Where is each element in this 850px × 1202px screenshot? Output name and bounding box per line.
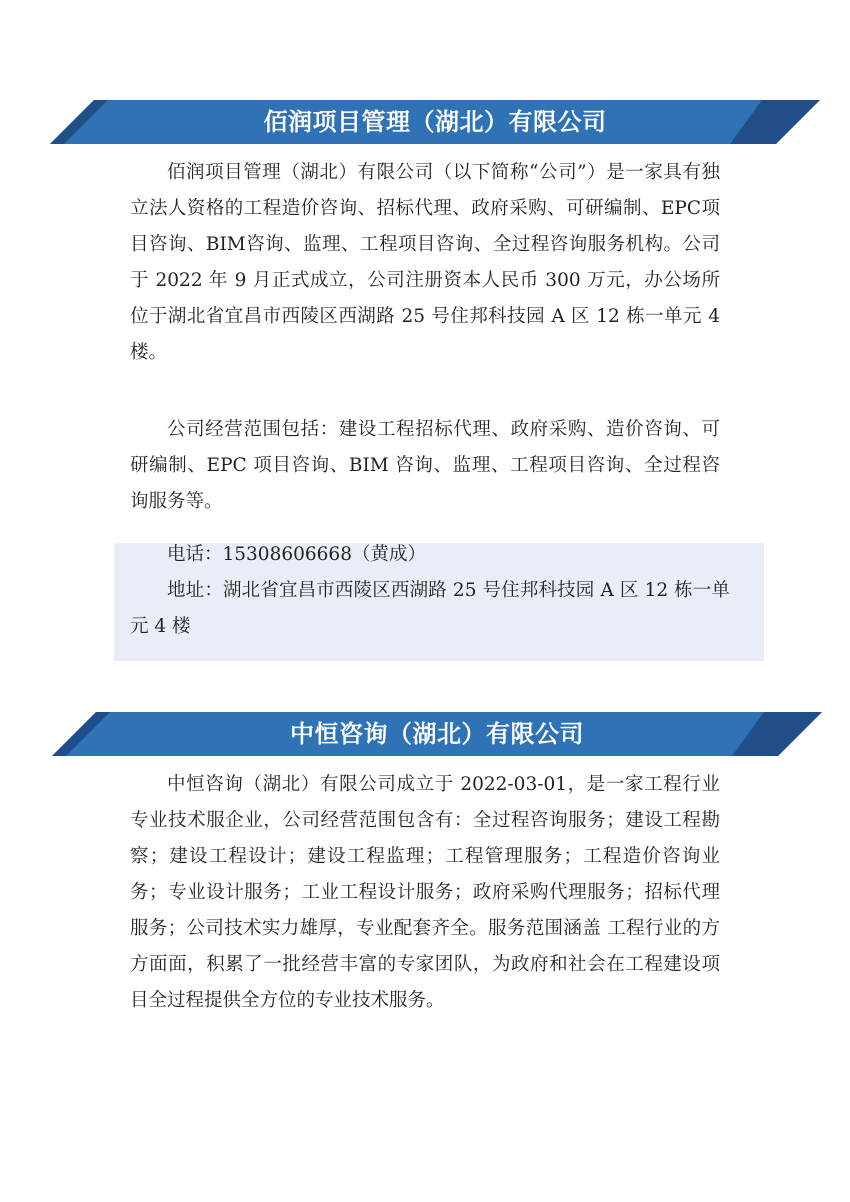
section-1-scope-text: 公司经营范围包括：建设工程招标代理、政府采购、造价咨询、可研编制、EPC 项目咨询、BIM 咨询、监理、工程项目咨询、全过程咨询服务等。: [130, 419, 720, 512]
section-1-intro: [130, 155, 720, 371]
section-1-title: 佰润项目管理（湖北）有限公司: [263, 108, 607, 136]
section-2-intro: [130, 767, 720, 1019]
section-1-intro-text: 佰润项目管理（湖北）有限公司（以下简称“公司”）是一家具有独立法人资格的工程造价咨询、招标代理、政府采购、可研编制、EPC项目咨询、BIM咨询、监理、工程项目咨询、全过程咨询服务机构。公司于 2022 年 9 月正式成立，公司注册资本人民币 300 万元，办公场所位于湖北省宜昌市西陵区西湖路 25 号住邦科技园 A 区 12 栋一单元 4 楼。: [130, 162, 720, 363]
contact-info: [130, 537, 730, 645]
section-1-scope: [130, 412, 720, 520]
section-2-banner: [52, 712, 822, 756]
section-1-banner: [50, 100, 820, 144]
section-2-intro-text: 中恒咨询（湖北）有限公司成立于 2022-03-01，是一家工程行业专业技术服企业，公司经营范围包含有：全过程咨询服务；建设工程勘察；建设工程设计；建设工程监理；工程管理服务；工程造价咨询业务；专业设计服务；工业工程设计服务；政府采购代理服务；招标代理服务；公司技术实力雄厚，专业配套齐全。服务范围涵盖 工程行业的方方面面，积累了一批经营丰富的专家团队，为政府和社会在工程建设项目全过程提供全方位的专业技术服务。: [130, 774, 720, 1011]
contact-address: 地址：湖北省宜昌市西陵区西湖路 25 号住邦科技园 A 区 12 栋一单元 4 楼: [130, 580, 730, 637]
section-2-title: 中恒咨询（湖北）有限公司: [290, 720, 584, 748]
contact-phone: 电话：15308606668（黄成）: [167, 544, 426, 565]
